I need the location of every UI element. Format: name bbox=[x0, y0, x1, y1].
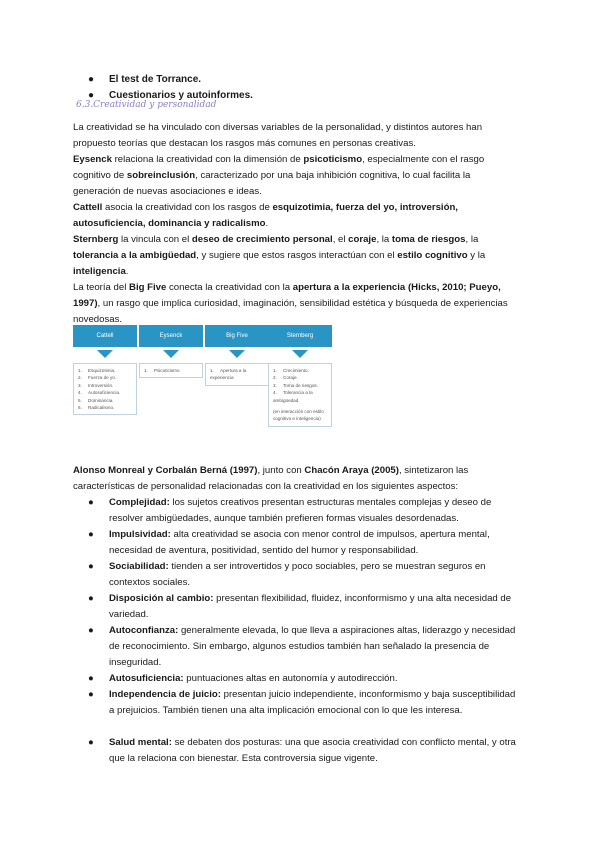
key-term: psicoticismo bbox=[303, 154, 363, 165]
bullet-icon: ● bbox=[88, 529, 94, 540]
diagram-item: 6. Radicalismo. bbox=[78, 405, 115, 411]
text-run: la vincula con el bbox=[118, 234, 192, 245]
text-run: asocia la creatividad con los rasgos de bbox=[102, 202, 273, 213]
diagram-item: 2. Coraje. bbox=[273, 375, 298, 381]
aspect-term: Sociabilidad: bbox=[109, 561, 169, 572]
aspect-text: presentan flexibilidad, fluidez, inconformismo y una alta necesidad de variedad. bbox=[109, 593, 512, 620]
diagram-item-text: Autosuficiencia. bbox=[88, 390, 121, 396]
diagram-header: Eysenck bbox=[139, 325, 203, 347]
text-run: La teoría del bbox=[73, 282, 130, 293]
diagram-box bbox=[139, 363, 203, 378]
diagram-item-text: Psicoticismo bbox=[154, 368, 180, 373]
diagram-column-cattell bbox=[73, 325, 137, 415]
diagram-item-text: Introversión. bbox=[88, 382, 114, 388]
text-run: , la bbox=[465, 234, 479, 245]
bullet-icon: ● bbox=[88, 90, 95, 101]
diagram-header: Sternberg bbox=[268, 325, 332, 347]
author-name: Cattell bbox=[73, 202, 103, 213]
diagram-item-text: Apertura a la experiencia bbox=[210, 368, 247, 381]
text-run: , caracterizado por una baja inhibición cognitiva, lo cual facilita la generación de nuevas asociaciones e ideas. bbox=[73, 170, 471, 197]
diagram-item: 4. Autosuficiencia. bbox=[78, 390, 121, 396]
diagram-item-text: Tolerancia a la ambigüedad. bbox=[273, 390, 313, 403]
aspect-text: los sujetos creativos presentan estructuras mentales complejas y deseo de resolver ambigüedades, aunque también prefieren formas visuales desordenadas. bbox=[109, 497, 492, 524]
bullet-icon: ● bbox=[88, 689, 94, 700]
bullet-icon: ● bbox=[88, 74, 95, 85]
key-term: coraje bbox=[348, 234, 377, 245]
text-run: , el bbox=[332, 234, 349, 245]
key-term: estilo cognitivo bbox=[397, 250, 468, 261]
bullet-icon: ● bbox=[88, 737, 94, 748]
diagram-item-text: Dominancia. bbox=[88, 397, 114, 403]
diagram-header: Cattell bbox=[73, 325, 137, 347]
aspect-term: Impulsividad: bbox=[109, 529, 171, 540]
citation: (Hicks, 2010; Pueyo, 1997) bbox=[73, 282, 501, 309]
diagram-item: 1. Psicoticismo bbox=[144, 368, 180, 373]
aspect-text: presentan juicio independiente, inconformismo y baja susceptibilidad a prejuicios. También tienen una alta implicación emocional con lo que les interesa. bbox=[109, 689, 516, 716]
diagram-item: 3. Introversión. bbox=[78, 382, 114, 388]
list-item bbox=[88, 687, 518, 719]
author-name: Sternberg bbox=[73, 234, 119, 245]
key-term: apertura a la experiencia bbox=[292, 282, 406, 293]
diagram-box bbox=[268, 363, 332, 427]
paragraph bbox=[73, 463, 513, 495]
text-run: , y sugiere que estos rasgos interactúan con el bbox=[196, 250, 398, 261]
bullet-icon: ● bbox=[88, 561, 94, 572]
text-run: , un rasgo que implica curiosidad, imaginación, sensibilidad estética y búsqueda de experiencias novedosas. bbox=[73, 298, 508, 325]
text-run: , especialmente con el rasgo cognitivo de bbox=[73, 154, 485, 181]
down-arrow-icon bbox=[97, 350, 113, 358]
diagram-item: 4. Tolerancia a la ambigüedad. bbox=[273, 390, 313, 403]
text-run: . bbox=[125, 266, 129, 277]
down-arrow-icon bbox=[229, 350, 245, 358]
list-item bbox=[88, 591, 518, 623]
diagram-item: 5. Dominancia. bbox=[78, 397, 114, 403]
list-item-text: Cuestionarios y autoinformes. bbox=[109, 90, 253, 101]
key-term: Big Five bbox=[129, 282, 167, 293]
citation: Alonso Monreal y Corbalán Berná (1997) bbox=[73, 465, 258, 476]
bullet-icon: ● bbox=[88, 673, 94, 684]
diagram-item: 3. Toma de riesgos. bbox=[273, 382, 318, 388]
list-item bbox=[88, 623, 518, 671]
diagram-item-text: Fuerza de yo. bbox=[88, 375, 117, 381]
aspect-text: alta creatividad se asocia con menor control de impulsos, apertura mental, necesidad de aventura, positividad, sentido del humor y responsabilidad. bbox=[109, 529, 490, 556]
diagram-note: (en interacción con estilo cognitivo e inteligencia) bbox=[273, 409, 324, 422]
aspect-text: puntuaciones altas en autonomía y autodirección. bbox=[183, 673, 398, 684]
diagram-item: 1. Crecimiento. bbox=[273, 368, 309, 373]
diagram-column-eysenck bbox=[139, 325, 203, 378]
text-run: relaciona la creatividad con la dimensión de bbox=[111, 154, 304, 165]
down-arrow-icon bbox=[163, 350, 179, 358]
bullet-icon: ● bbox=[88, 497, 94, 508]
down-arrow-icon bbox=[292, 350, 308, 358]
diagram-item: 1. Apertura a la experiencia bbox=[210, 368, 247, 381]
diagram-item-text: Toma de riesgos. bbox=[283, 382, 318, 388]
bullet-icon: ● bbox=[88, 625, 94, 636]
diagram-item-text: Coraje. bbox=[283, 375, 298, 381]
diagram-item-text: Esquizotimia. bbox=[88, 368, 116, 373]
list-item bbox=[88, 735, 518, 767]
aspect-term: Autoconfianza: bbox=[109, 625, 179, 636]
text-run: , la bbox=[376, 234, 392, 245]
text-run: y la bbox=[467, 250, 486, 261]
key-term: tolerancia a la ambigüedad bbox=[73, 250, 197, 261]
paragraph-text: La creatividad se ha vinculado con diversas variables de la personalidad, y distintos autores han propuesto teorías que destacan los rasgos más comunes en personas creativas. bbox=[73, 122, 483, 149]
aspect-text: tienden a ser introvertidos y poco sociables, pero se muestran seguros en contextos sociales. bbox=[109, 561, 486, 588]
diagram-item: 2. Fuerza de yo. bbox=[78, 375, 117, 381]
aspect-text: generalmente elevada, lo que lleva a aspiraciones altas, liderazgo y necesidad de reconocimiento. Sin embargo, algunos estudios también han señalado la presencia de inseguridad. bbox=[109, 625, 516, 668]
key-term: esquizotimia, fuerza del yo, introversión, autosuficiencia, dominancia y radicalismo bbox=[73, 202, 458, 229]
aspect-term: Autosuficiencia: bbox=[109, 673, 184, 684]
list-item-text: El test de Torrance. bbox=[109, 74, 202, 85]
list-item bbox=[88, 671, 518, 687]
bullet-icon: ● bbox=[88, 593, 94, 604]
key-term: toma de riesgos bbox=[391, 234, 466, 245]
diagram-box bbox=[73, 363, 137, 415]
list-item bbox=[88, 559, 518, 591]
key-term: inteligencia bbox=[73, 266, 126, 277]
list-item bbox=[88, 527, 518, 559]
diagram-item-text: Crecimiento. bbox=[283, 368, 309, 373]
diagram-column-sternberg bbox=[268, 325, 332, 427]
text-run: , junto con bbox=[257, 465, 305, 476]
text-run: . bbox=[265, 218, 269, 229]
diagram-column-big-five bbox=[205, 325, 269, 386]
author-name: Eysenck bbox=[73, 154, 112, 165]
diagram-item-text: Radicalismo. bbox=[88, 405, 115, 411]
paragraph bbox=[73, 120, 513, 328]
aspect-term: Independencia de juicio: bbox=[109, 689, 221, 700]
aspect-term: Salud mental: bbox=[109, 737, 172, 748]
key-term: sobreinclusión bbox=[126, 170, 196, 181]
diagram-box bbox=[205, 363, 269, 386]
section-heading: 6.3.Creatividad y personalidad bbox=[76, 100, 217, 110]
aspect-text: se debaten dos posturas: una que asocia creatividad con conflicto mental, y otra que la relaciona con bienestar. Esta controversia sigue vigente. bbox=[109, 737, 516, 764]
key-term: deseo de crecimiento personal bbox=[191, 234, 333, 245]
list-item bbox=[88, 495, 518, 527]
diagram-header: Big Five bbox=[205, 325, 269, 347]
aspect-term: Disposición al cambio: bbox=[109, 593, 214, 604]
text-run: , sintetizaron las características de personalidad relacionadas con la creatividad en los siguientes aspectos: bbox=[73, 465, 469, 492]
citation: Chacón Araya (2005) bbox=[304, 465, 399, 476]
diagram-item: 1. Esquizotimia. bbox=[78, 368, 116, 373]
text-run: conecta la creatividad con la bbox=[166, 282, 293, 293]
aspect-term: Complejidad: bbox=[109, 497, 170, 508]
